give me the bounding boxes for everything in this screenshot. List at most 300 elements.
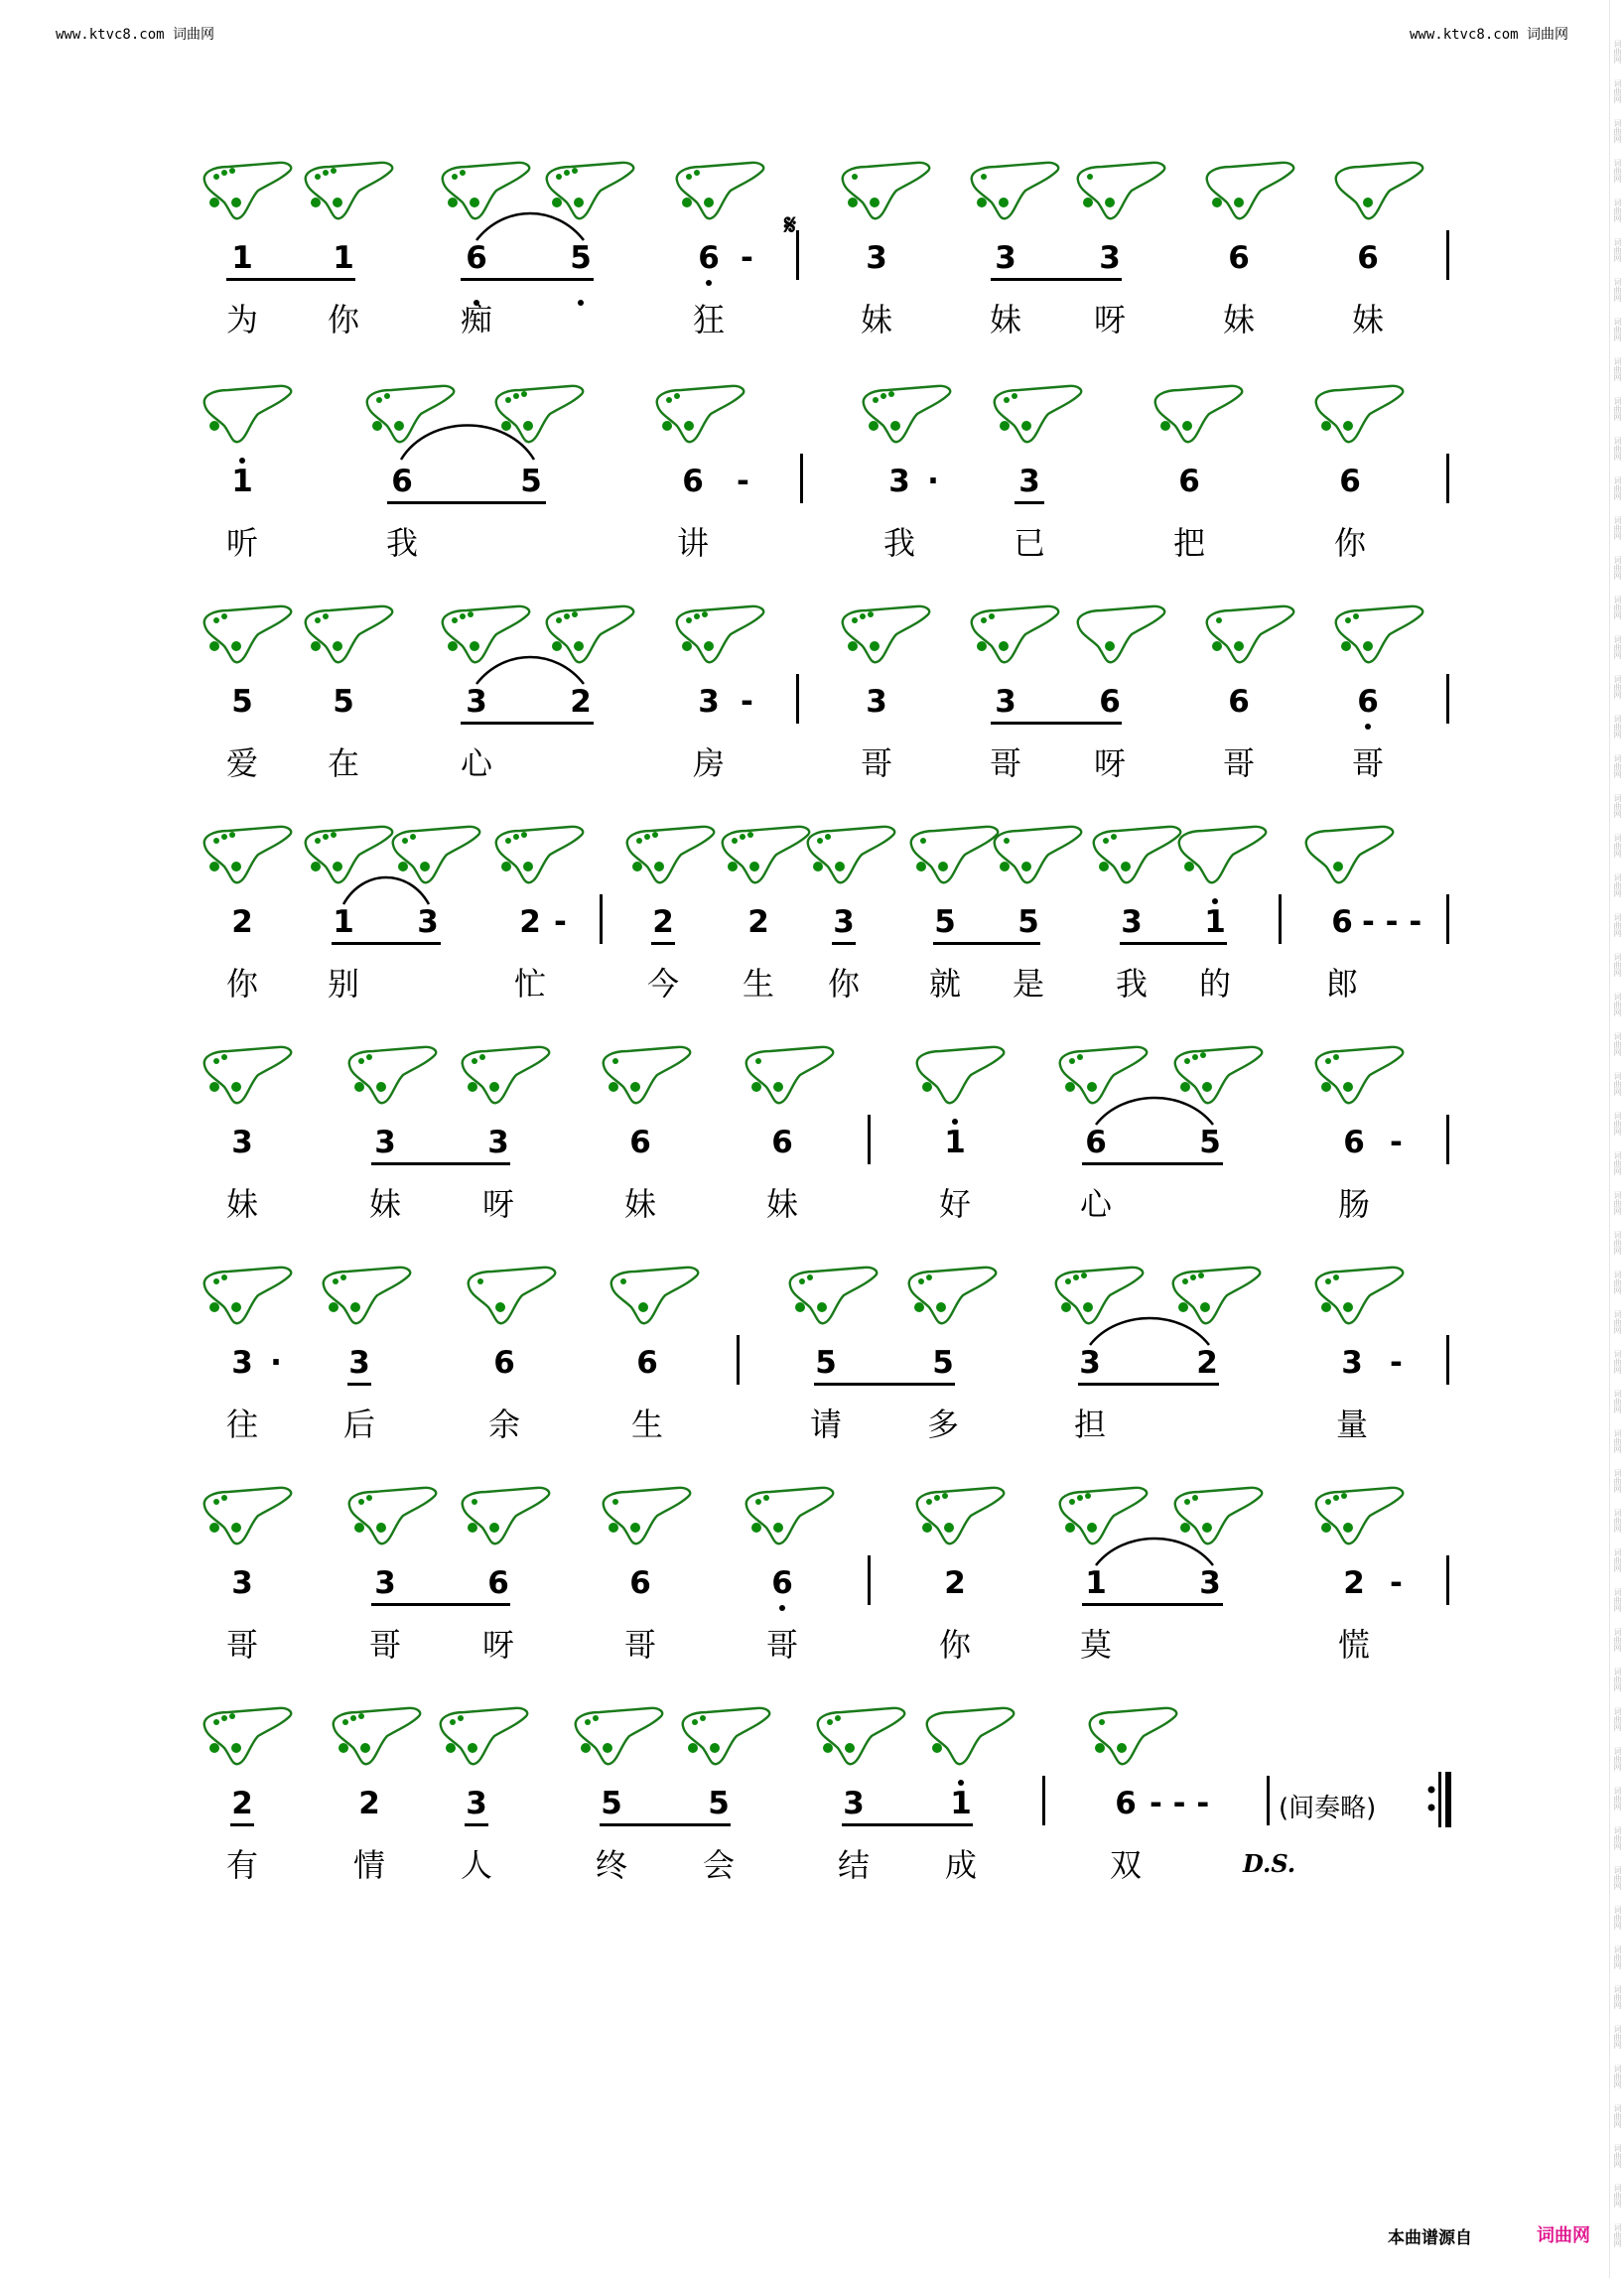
note: 1: [333, 240, 354, 276]
lyric: 妹: [623, 1185, 656, 1223]
lyric: 讲: [676, 524, 709, 562]
side-watermark-mark: 词曲网: [1613, 476, 1622, 500]
ocarina-fingering-icon: [199, 823, 294, 890]
ocarina-fingering-icon: [199, 1264, 294, 1331]
low-octave-dot: [1365, 724, 1371, 730]
note: 6: [771, 1125, 793, 1160]
bar-line: [1446, 1335, 1449, 1385]
bar-line: [1446, 454, 1449, 503]
note: 6: [629, 1125, 651, 1160]
bar-line: [1446, 674, 1449, 724]
note: 6: [771, 1565, 793, 1601]
lyric: 哥: [860, 744, 892, 782]
ocarina-fingering-icon: [606, 1264, 701, 1331]
hold-dash: - - -: [1362, 904, 1422, 940]
side-watermark-mark: 词曲网: [1613, 1509, 1622, 1533]
note: 2: [944, 1565, 966, 1601]
score-row-3: [0, 603, 1624, 816]
lyric: 请: [809, 1406, 842, 1443]
ocarina-fingering-icon: [911, 1043, 1007, 1111]
lyric: 妹: [765, 1185, 798, 1223]
note: 1: [950, 1786, 972, 1821]
lyric: 有: [225, 1846, 258, 1884]
note: 3: [833, 904, 855, 940]
ocarina-fingering-icon: [570, 1704, 665, 1772]
low-octave-dot: [779, 1605, 785, 1611]
side-watermark-mark: 词曲网: [1613, 1032, 1622, 1056]
ocarina-fingering-icon: [1310, 382, 1406, 450]
lyric: 的: [1198, 965, 1231, 1003]
lyric: 郎: [1325, 965, 1358, 1003]
side-watermark-mark: 词曲网: [1613, 1429, 1622, 1453]
lyric: 心: [460, 744, 492, 782]
lyric: 呀: [1093, 301, 1126, 338]
low-octave-dot: [706, 280, 712, 286]
ocarina-fingering-icon: [199, 382, 294, 450]
hold-dash: -: [737, 464, 749, 499]
lyric: 爱: [225, 744, 258, 782]
lyric: 我: [1115, 965, 1148, 1003]
side-watermark-mark: 词曲网: [1613, 397, 1622, 421]
bar-line: [796, 674, 799, 724]
note: 3: [995, 684, 1016, 720]
ocarina-fingering-icon: [199, 159, 294, 226]
hold-dash: - - -: [1150, 1786, 1210, 1821]
note: 3: [231, 1125, 253, 1160]
bar-line: [1446, 1115, 1449, 1164]
note: 5: [333, 684, 354, 720]
side-watermark-mark: 词曲网: [1613, 1271, 1622, 1294]
side-watermark-mark: 词曲网: [1613, 1310, 1622, 1334]
segno-sign: 𝄋: [784, 208, 797, 241]
ocarina-fingering-icon: [911, 1484, 1007, 1551]
bar-line: [1267, 1776, 1270, 1825]
ocarina-fingering-icon: [903, 1264, 999, 1331]
ocarina-fingering-icon: [1084, 1704, 1179, 1772]
side-watermark-mark: 词曲网: [1613, 1548, 1622, 1572]
lyric: 肠: [1337, 1185, 1370, 1223]
beam-underline: [991, 278, 1122, 281]
lyric: 妹: [860, 301, 892, 338]
hold-dash: -: [554, 904, 567, 940]
lyric: 妹: [368, 1185, 401, 1223]
side-watermark-mark: 词曲网: [1613, 1588, 1622, 1612]
note: 5: [520, 464, 542, 499]
note: 6: [1357, 240, 1379, 276]
side-watermark-mark: 词曲网: [1613, 2025, 1622, 2049]
side-watermark-mark: 词曲网: [1613, 794, 1622, 818]
lyric: 多: [926, 1406, 959, 1443]
repeat-end-sign: [1425, 1772, 1453, 1827]
lyric: 在: [327, 744, 359, 782]
side-watermark-mark: 词曲网: [1613, 1151, 1622, 1175]
lyric: 是: [1012, 965, 1044, 1003]
ocarina-fingering-icon: [621, 823, 717, 890]
note: 3: [1121, 904, 1143, 940]
ocarina-fingering-icon: [837, 603, 932, 670]
side-watermark-mark: 词曲网: [1613, 516, 1622, 540]
side-watermark-mark: 词曲网: [1613, 1707, 1622, 1731]
note: 2: [570, 684, 592, 720]
bar-line: [1446, 230, 1449, 280]
side-watermark-mark: 词曲网: [1613, 1866, 1622, 1890]
score-row-4: [0, 823, 1624, 1036]
beam-underline: [387, 501, 546, 504]
header-left: www.ktvc8.com 词曲网: [56, 27, 215, 43]
ocarina-fingering-icon: [300, 159, 395, 226]
lyric: 余: [487, 1406, 520, 1443]
ocarina-fingering-icon: [677, 1704, 772, 1772]
side-watermark-mark: 词曲网: [1613, 873, 1622, 897]
side-watermark-mark: 词曲网: [1613, 199, 1622, 222]
lyric: 呀: [481, 1185, 514, 1223]
bar-line: [868, 1555, 871, 1605]
ocarina-fingering-icon: [199, 1484, 294, 1551]
slur-tie: [474, 210, 586, 242]
lyric: 成: [944, 1846, 977, 1884]
ocarina-fingering-icon: [989, 382, 1084, 450]
lyric: 慌: [1337, 1626, 1370, 1664]
lyric: 为: [225, 301, 258, 338]
hold-dash: -: [741, 240, 753, 276]
beam-underline: [1078, 1383, 1219, 1386]
lyric: 双: [1109, 1846, 1142, 1884]
note: 3: [1099, 240, 1121, 276]
beam-underline: [371, 1162, 510, 1165]
beam-underline: [832, 942, 856, 945]
side-watermark-mark: 词曲网: [1613, 119, 1622, 143]
beam-underline: [651, 942, 675, 945]
note: 1: [333, 904, 354, 940]
beam-underline: [814, 1383, 955, 1386]
lyric: 妹: [989, 301, 1021, 338]
ocarina-fingering-icon: [671, 603, 766, 670]
note: 5: [231, 684, 253, 720]
lyric: 哥: [225, 1626, 258, 1664]
score-row-6: [0, 1264, 1624, 1477]
lyric: 担: [1073, 1406, 1106, 1443]
note: 3: [995, 240, 1016, 276]
ocarina-fingering-icon: [802, 823, 897, 890]
lyric: 就: [928, 965, 961, 1003]
ocarina-fingering-icon: [1310, 1043, 1406, 1111]
ocarina-fingering-icon: [989, 823, 1084, 890]
note: 6: [1178, 464, 1200, 499]
slur-tie: [1094, 1536, 1215, 1567]
note: 6: [698, 240, 720, 276]
bar-line: [800, 454, 803, 503]
interlude-note: (间奏略): [1279, 1794, 1377, 1823]
low-octave-dot: [578, 300, 584, 306]
side-watermark-mark: 词曲网: [1613, 2104, 1622, 2128]
ocarina-fingering-icon: [435, 1704, 530, 1772]
note: 6: [629, 1565, 651, 1601]
note: 6: [1228, 240, 1250, 276]
lyric: 别: [327, 965, 359, 1003]
ocarina-fingering-icon: [1330, 159, 1425, 226]
ocarina-fingering-icon: [1310, 1484, 1406, 1551]
side-watermark-mark: 词曲网: [1613, 1231, 1622, 1255]
ocarina-fingering-icon: [328, 1704, 423, 1772]
beam-underline: [371, 1603, 510, 1606]
footer-site-link[interactable]: 词曲网: [1537, 2225, 1590, 2246]
side-watermark-mark: 词曲网: [1613, 1112, 1622, 1136]
beam-underline: [465, 1823, 488, 1826]
lyric: 哥: [1351, 744, 1384, 782]
side-watermark-mark: 词曲网: [1613, 1945, 1622, 1969]
ocarina-fingering-icon: [812, 1704, 907, 1772]
side-watermark-mark: 词曲网: [1613, 79, 1622, 103]
note: 1: [944, 1125, 966, 1160]
note: 6: [1085, 1125, 1107, 1160]
note: 6: [391, 464, 413, 499]
ocarina-fingering-icon: [1330, 603, 1425, 670]
ocarina-fingering-icon: [858, 382, 953, 450]
note: 6: [1331, 904, 1353, 940]
ocarina-fingering-icon: [1310, 1264, 1406, 1331]
side-watermark-mark: 词曲网: [1613, 357, 1622, 381]
lyric: 终: [595, 1846, 627, 1884]
lyric: 呀: [481, 1626, 514, 1664]
score-row-5: [0, 1043, 1624, 1257]
ocarina-fingering-icon: [343, 1484, 439, 1551]
ocarina-fingering-icon: [741, 1484, 836, 1551]
note: 2: [652, 904, 674, 940]
lyric: 把: [1172, 524, 1205, 562]
beam-underline: [461, 722, 594, 725]
note: 2: [231, 1786, 253, 1821]
note: 3: [1079, 1345, 1101, 1381]
side-watermark-mark: 词曲网: [1613, 318, 1622, 341]
ocarina-fingering-icon: [1173, 823, 1269, 890]
side-watermark-mark: 词曲网: [1613, 993, 1622, 1016]
lyric: 你: [1333, 524, 1366, 562]
beam-underline: [1015, 501, 1044, 504]
note: 6: [1357, 684, 1379, 720]
side-watermark-mark: 词曲网: [1613, 2184, 1622, 2208]
note: 6: [487, 1565, 509, 1601]
note: 3: [866, 684, 887, 720]
lyric: 生: [742, 965, 774, 1003]
ocarina-fingering-icon: [1088, 823, 1183, 890]
ocarina-fingering-icon: [671, 159, 766, 226]
lyric: 妹: [1222, 301, 1255, 338]
lyric: 痴: [460, 301, 492, 338]
lyric: 生: [630, 1406, 663, 1443]
high-octave-dot: [952, 1119, 958, 1125]
note: 1: [1085, 1565, 1107, 1601]
side-watermark-mark: 词曲网: [1613, 1747, 1622, 1771]
hold-dash: -: [741, 684, 753, 720]
beam-underline: [1082, 1162, 1223, 1165]
ocarina-fingering-icon: [457, 1043, 552, 1111]
lyric: 莫: [1079, 1626, 1112, 1664]
note: 6: [1228, 684, 1250, 720]
side-watermark-mark: 词曲网: [1613, 278, 1622, 302]
bar-line: [1446, 1555, 1449, 1605]
lyric: 情: [352, 1846, 385, 1884]
side-watermark-mark: 词曲网: [1613, 40, 1622, 64]
side-watermark-mark: 词曲网: [1613, 2144, 1622, 2168]
note: 3: [888, 464, 910, 499]
bar-line: [796, 230, 799, 280]
bar-line: [737, 1335, 740, 1385]
score-row-8: [0, 1704, 1624, 1918]
lyric: 量: [1335, 1406, 1368, 1443]
note: 6: [682, 464, 704, 499]
side-watermark-mark: 词曲网: [1613, 159, 1622, 183]
footer-source-label: 本曲谱源自: [1388, 2228, 1472, 2248]
note: 3: [843, 1786, 865, 1821]
side-watermark-mark: 词曲网: [1613, 1072, 1622, 1096]
ocarina-fingering-icon: [1150, 382, 1245, 450]
slur-tie: [1088, 1315, 1211, 1347]
ocarina-fingering-icon: [1201, 603, 1296, 670]
side-watermark-mark: 词曲网: [1613, 754, 1622, 778]
side-watermark-mark: 词曲网: [1613, 1390, 1622, 1413]
note: 1: [231, 240, 253, 276]
high-octave-dot: [958, 1780, 964, 1786]
note: 6: [466, 240, 487, 276]
note: 6: [1115, 1786, 1137, 1821]
note: 5: [932, 1345, 954, 1381]
ocarina-fingering-icon: [784, 1264, 880, 1331]
lyric: 你: [938, 1626, 971, 1664]
high-octave-dot: [239, 458, 245, 464]
ocarina-fingering-icon: [966, 603, 1061, 670]
beam-underline: [1082, 1603, 1223, 1606]
note: 3: [348, 1345, 370, 1381]
slur-tie: [1094, 1095, 1215, 1127]
lyric: 哥: [989, 744, 1021, 782]
beam-underline: [991, 722, 1122, 725]
beam-underline: [933, 942, 1040, 945]
lyric: 哥: [368, 1626, 401, 1664]
ocarina-fingering-icon: [199, 603, 294, 670]
ocarina-fingering-icon: [343, 1043, 439, 1111]
lyric: 会: [702, 1846, 735, 1884]
lyric: 妹: [225, 1185, 258, 1223]
ocarina-fingering-icon: [1072, 159, 1167, 226]
lyric: 妹: [1351, 301, 1384, 338]
side-watermark-mark: 词曲网: [1613, 715, 1622, 738]
note: 3: [1341, 1345, 1363, 1381]
side-watermark-mark: 词曲网: [1613, 913, 1622, 937]
note: 3: [866, 240, 887, 276]
header-right: www.ktvc8.com 词曲网: [1409, 27, 1568, 43]
note: 3: [231, 1565, 253, 1601]
ocarina-fingering-icon: [598, 1484, 693, 1551]
note: 6: [1339, 464, 1361, 499]
side-watermark-mark: 词曲网: [1613, 437, 1622, 461]
side-watermark-mark: 词曲网: [1613, 2223, 1622, 2247]
lyric: 狂: [692, 301, 725, 338]
side-watermark-mark: 词曲网: [1613, 556, 1622, 580]
note: 6: [493, 1345, 515, 1381]
note: 1: [1204, 904, 1226, 940]
slur-tie: [399, 422, 536, 462]
note: 2: [231, 904, 253, 940]
side-watermark-mark: 词曲网: [1613, 675, 1622, 699]
lyric: 哥: [1222, 744, 1255, 782]
note: 2: [519, 904, 541, 940]
ocarina-fingering-icon: [1201, 159, 1296, 226]
beam-underline: [230, 1823, 254, 1826]
side-watermark-mark: 词曲网: [1613, 1668, 1622, 1691]
lyric: 忙: [513, 965, 546, 1003]
lyric: 房: [692, 744, 725, 782]
ocarina-fingering-icon: [300, 603, 395, 670]
ocarina-fingering-icon: [921, 1704, 1016, 1772]
beam-underline: [226, 278, 355, 281]
ocarina-fingering-icon: [1072, 603, 1167, 670]
note: ·: [270, 1345, 282, 1381]
note: 3: [1199, 1565, 1221, 1601]
bar-line: [1042, 1776, 1045, 1825]
note: 6: [1343, 1125, 1365, 1160]
lyric: 好: [938, 1185, 971, 1223]
ocarina-fingering-icon: [199, 1043, 294, 1111]
side-watermark-mark: 词曲网: [1613, 238, 1622, 262]
note: 6: [1099, 684, 1121, 720]
ocarina-fingering-icon: [457, 1484, 552, 1551]
note: 5: [601, 1786, 622, 1821]
note: 3: [374, 1565, 396, 1601]
note: 5: [708, 1786, 730, 1821]
lyric: 后: [342, 1406, 375, 1443]
lyric: 今: [646, 965, 679, 1003]
note: 2: [358, 1786, 380, 1821]
side-watermark-mark: 词曲网: [1613, 1906, 1622, 1930]
ocarina-fingering-icon: [651, 382, 746, 450]
lyric: 你: [827, 965, 860, 1003]
ocarina-fingering-icon: [199, 1704, 294, 1772]
lyric: 往: [225, 1406, 258, 1443]
high-octave-dot: [1212, 898, 1218, 904]
note: 3: [231, 1345, 253, 1381]
note: 3: [466, 684, 487, 720]
lyric: 你: [225, 965, 258, 1003]
ocarina-fingering-icon: [598, 1043, 693, 1111]
note: ·: [927, 464, 939, 499]
bar-line: [1279, 894, 1282, 944]
score-row-2: [0, 382, 1624, 596]
note: 3: [698, 684, 720, 720]
lyric: 结: [837, 1846, 870, 1884]
score-row-1: [0, 159, 1624, 372]
note: 3: [417, 904, 439, 940]
side-watermark-mark: 词曲网: [1613, 2065, 1622, 2088]
slur-tie: [341, 874, 431, 906]
note: 6: [636, 1345, 658, 1381]
ds-mark: D.S.: [1243, 1849, 1296, 1878]
ocarina-fingering-icon: [966, 159, 1061, 226]
note: 3: [374, 1125, 396, 1160]
side-watermark-mark: 词曲网: [1613, 1787, 1622, 1810]
note: 5: [570, 240, 592, 276]
hold-dash: -: [1390, 1345, 1403, 1381]
note: 2: [1343, 1565, 1365, 1601]
ocarina-fingering-icon: [837, 159, 932, 226]
note: 5: [815, 1345, 837, 1381]
note: 2: [1196, 1345, 1218, 1381]
note: 5: [1199, 1125, 1221, 1160]
side-watermark-mark: 词曲网: [1613, 1826, 1622, 1850]
bar-line: [1446, 894, 1449, 944]
side-watermark-mark: 词曲网: [1613, 1469, 1622, 1493]
lyric: 已: [1013, 524, 1045, 562]
hold-dash: -: [1390, 1125, 1403, 1160]
